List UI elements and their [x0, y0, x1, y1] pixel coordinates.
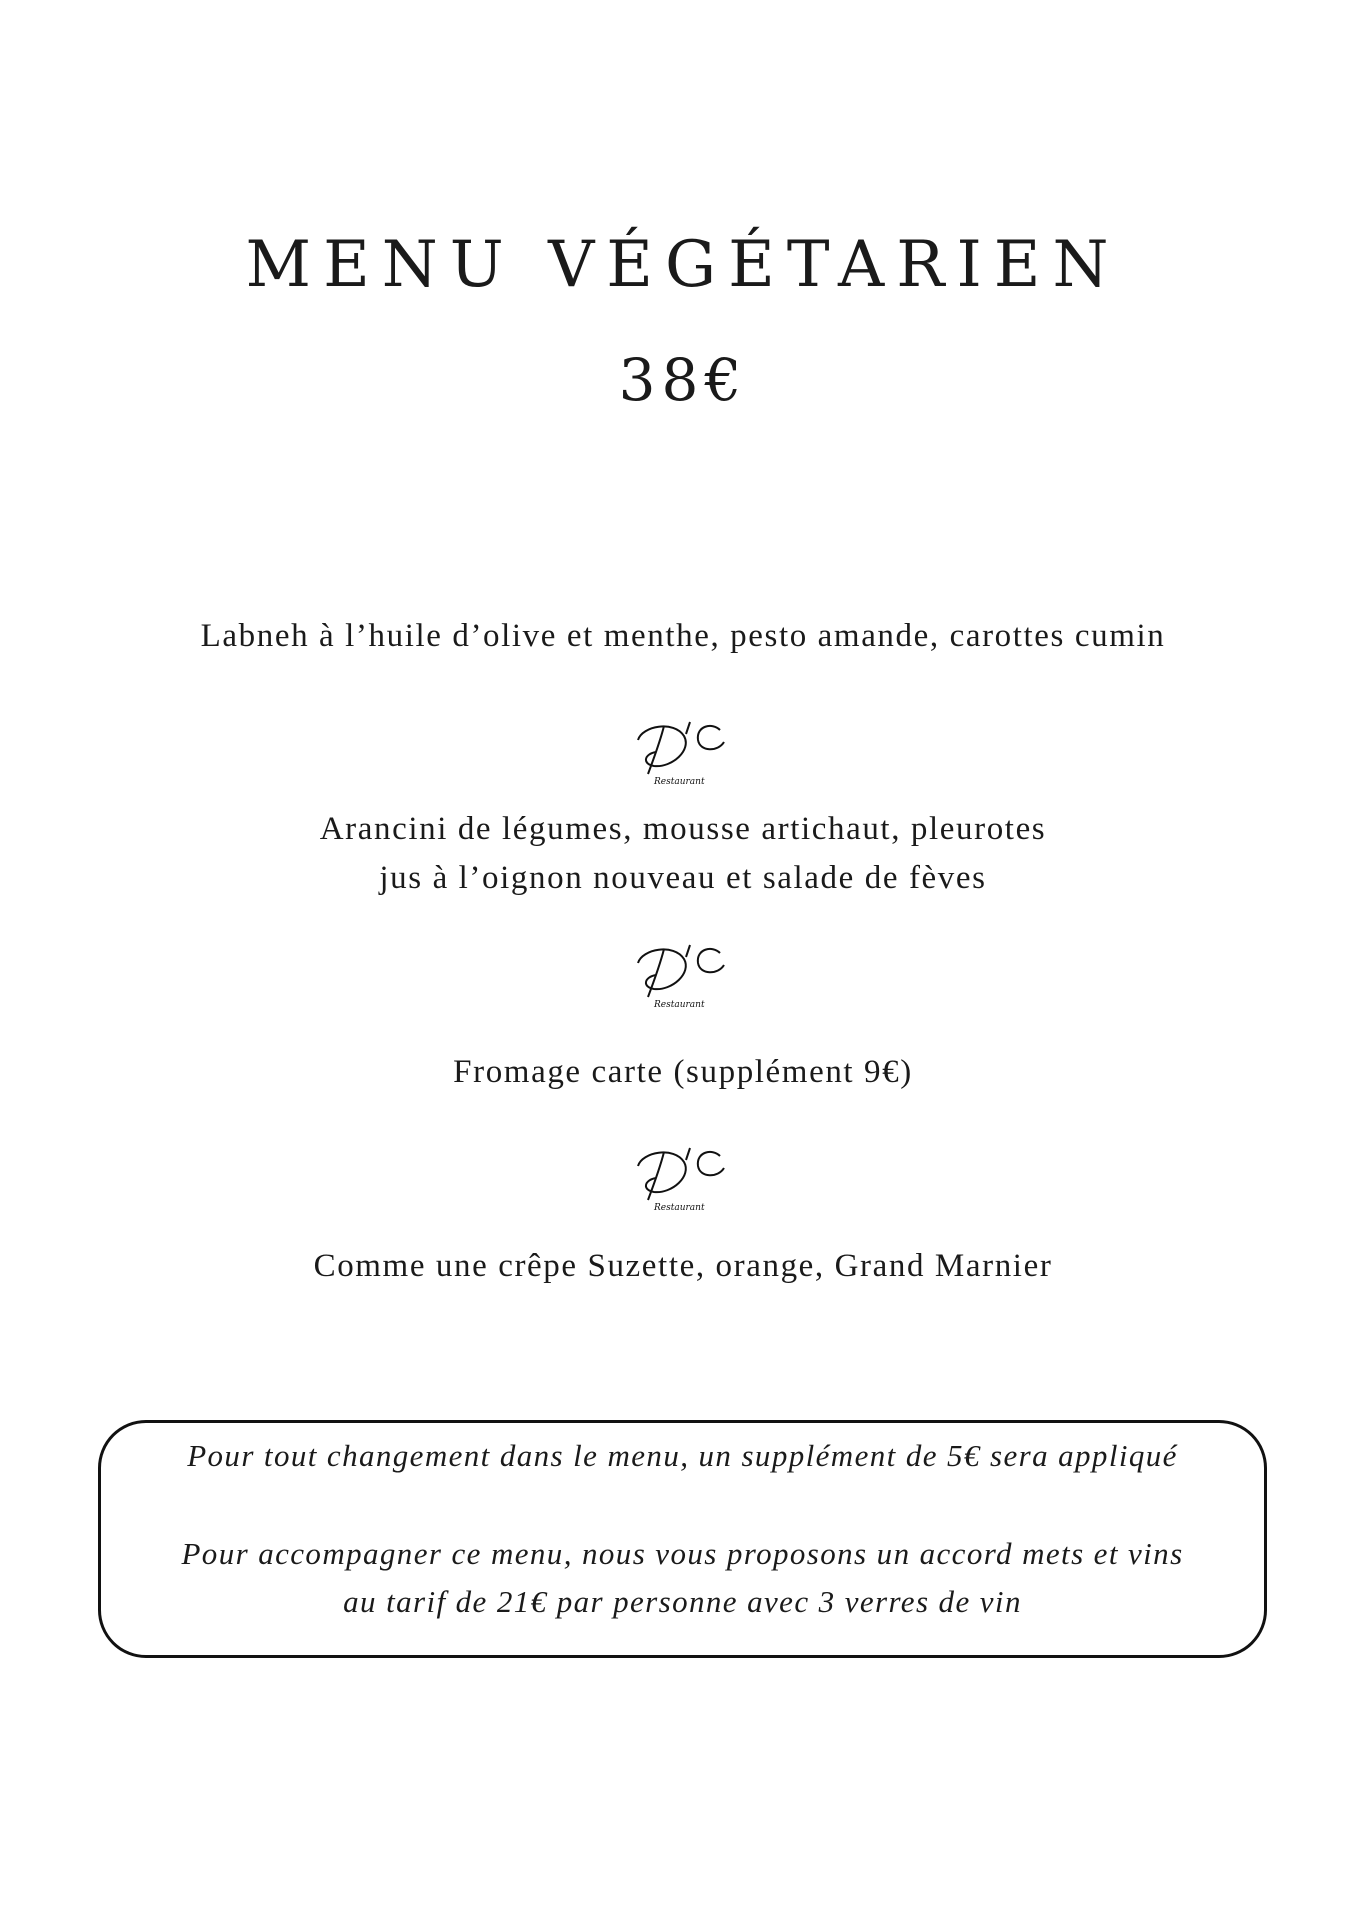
note-pairing-line-1: Pour accompagner ce menu, nous vous proposons un accord mets et vins: [181, 1536, 1184, 1571]
course-2-line-1: Arancini de légumes, mousse artichaut, pleurotes: [319, 811, 1047, 847]
course-2-line-2: jus à l’oignon nouveau et salade de fèves: [379, 860, 987, 896]
logo-caption: Restaurant: [654, 1000, 705, 1010]
note-pairing-line-2: au tarif de 21€ par personne avec 3 verres de vin: [343, 1584, 1022, 1619]
logo-caption: Restaurant: [654, 1203, 705, 1213]
menu-title: MENU VÉGÉTARIEN: [245, 228, 1121, 302]
restaurant-logo-icon: [628, 935, 738, 1013]
course-2: [0, 805, 1366, 903]
course-4-line-1: Comme une crêpe Suzette, orange, Grand Marnier: [313, 1248, 1053, 1284]
course-1: [0, 612, 1366, 661]
logo-caption: Restaurant: [654, 777, 705, 787]
menu-price: 38€: [618, 346, 748, 414]
course-4: [0, 1242, 1366, 1291]
course-3-line-1: Fromage carte (supplément 9€): [453, 1054, 913, 1090]
note-change-supplement: Pour tout changement dans le menu, un supplément de 5€ sera appliqué: [187, 1438, 1178, 1473]
course-1-line-1: Labneh à l’huile d’olive et menthe, pesto amande, carottes cumin: [200, 618, 1166, 654]
restaurant-logo-icon: [628, 712, 738, 790]
course-3: [0, 1048, 1366, 1097]
restaurant-logo-icon: [628, 1138, 738, 1216]
